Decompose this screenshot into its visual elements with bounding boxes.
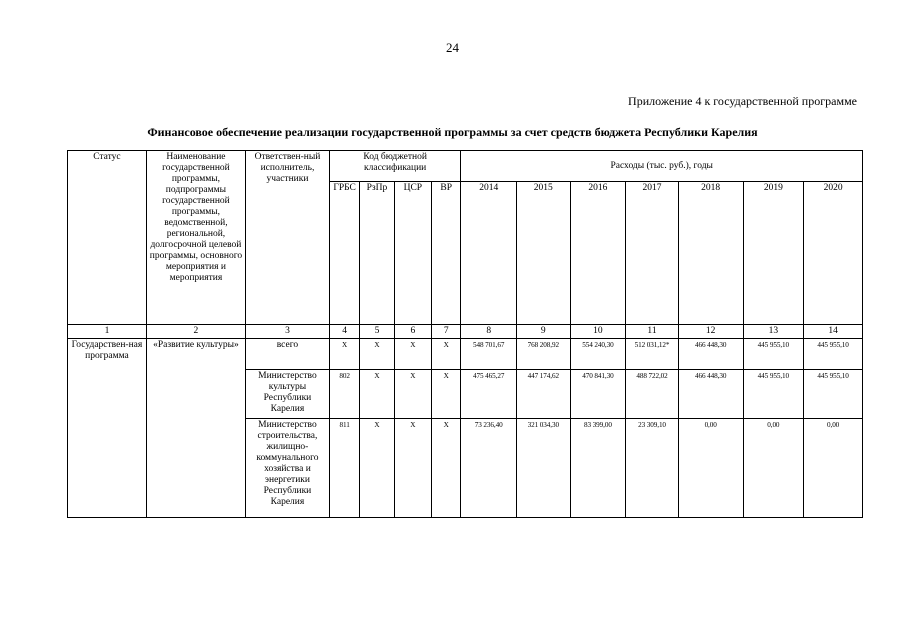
code-cell: 811 xyxy=(329,419,359,518)
code-cell: Х xyxy=(329,339,359,370)
header-code-grbs: ГРБС xyxy=(329,182,359,325)
column-number: 6 xyxy=(394,325,431,339)
header-year: 2016 xyxy=(570,182,626,325)
column-number: 14 xyxy=(804,325,863,339)
header-year: 2018 xyxy=(678,182,743,325)
value-cell: 445 955,10 xyxy=(743,339,804,370)
value-cell: 445 955,10 xyxy=(804,339,863,370)
value-cell: 466 448,30 xyxy=(678,370,743,419)
header-executor: Ответствен-ный исполнитель, участники xyxy=(245,151,329,325)
header-year: 2015 xyxy=(517,182,571,325)
value-cell: 447 174,62 xyxy=(517,370,571,419)
program-name-cell: «Развитие культуры» xyxy=(146,339,245,518)
document-title: Финансовое обеспечение реализации государственной программы за счет средств бюджета Республики Карелия xyxy=(147,125,758,139)
header-year: 2020 xyxy=(804,182,863,325)
header-year: 2019 xyxy=(743,182,804,325)
executor-cell: Министерство строительства, жилищно-коммунального хозяйства и энергетики Республики Карелия xyxy=(245,419,329,518)
header-code-rzpr: РзПр xyxy=(360,182,394,325)
header-year: 2014 xyxy=(461,182,517,325)
column-number: 9 xyxy=(517,325,571,339)
code-cell: Х xyxy=(360,419,394,518)
page-number: 24 xyxy=(446,40,459,55)
appendix-label: Приложение 4 к государственной программе xyxy=(628,94,857,108)
value-cell: 321 034,30 xyxy=(517,419,571,518)
column-number: 1 xyxy=(68,325,147,339)
value-cell: 0,00 xyxy=(804,419,863,518)
status-cell: Государствен-ная программа xyxy=(68,339,147,518)
value-cell: 0,00 xyxy=(678,419,743,518)
column-number: 7 xyxy=(432,325,461,339)
header-code-vr: ВР xyxy=(432,182,461,325)
code-cell: Х xyxy=(360,339,394,370)
column-number: 8 xyxy=(461,325,517,339)
column-number: 4 xyxy=(329,325,359,339)
value-cell: 0,00 xyxy=(743,419,804,518)
code-cell: Х xyxy=(432,370,461,419)
header-code-csr: ЦСР xyxy=(394,182,431,325)
executor-cell: всего xyxy=(245,339,329,370)
value-cell: 768 208,92 xyxy=(517,339,571,370)
column-number: 2 xyxy=(146,325,245,339)
column-number: 5 xyxy=(360,325,394,339)
column-number: 10 xyxy=(570,325,626,339)
column-number-row xyxy=(68,325,863,339)
value-cell: 23 309,10 xyxy=(626,419,679,518)
value-cell: 554 240,30 xyxy=(570,339,626,370)
value-cell: 475 465,27 xyxy=(461,370,517,419)
column-number: 11 xyxy=(626,325,679,339)
column-number: 13 xyxy=(743,325,804,339)
header-budget-code: Код бюджетной классификации xyxy=(329,151,460,182)
value-cell: 466 448,30 xyxy=(678,339,743,370)
header-status: Статус xyxy=(68,151,147,325)
code-cell: Х xyxy=(394,339,431,370)
column-number: 12 xyxy=(678,325,743,339)
header-name: Наименование государственной программы, подпрограммы государственной программы, ведомственной, региональной, долгосрочной целевой программы, основного мероприятия и мероприятия xyxy=(146,151,245,325)
code-cell: Х xyxy=(432,339,461,370)
header-year: 2017 xyxy=(626,182,679,325)
table-row xyxy=(68,339,863,370)
code-cell: Х xyxy=(394,419,431,518)
value-cell: 548 701,67 xyxy=(461,339,517,370)
value-cell: 512 031,12* xyxy=(626,339,679,370)
value-cell: 445 955,10 xyxy=(743,370,804,419)
executor-cell: Министерство культуры Республики Карелия xyxy=(245,370,329,419)
column-number: 3 xyxy=(245,325,329,339)
value-cell: 445 955,10 xyxy=(804,370,863,419)
code-cell: Х xyxy=(394,370,431,419)
value-cell: 83 399,00 xyxy=(570,419,626,518)
value-cell: 470 841,30 xyxy=(570,370,626,419)
value-cell: 73 236,40 xyxy=(461,419,517,518)
code-cell: Х xyxy=(432,419,461,518)
header-expenses: Расходы (тыс. руб.), годы xyxy=(461,151,863,182)
code-cell: 802 xyxy=(329,370,359,419)
code-cell: Х xyxy=(360,370,394,419)
financing-table xyxy=(67,150,863,518)
value-cell: 488 722,02 xyxy=(626,370,679,419)
